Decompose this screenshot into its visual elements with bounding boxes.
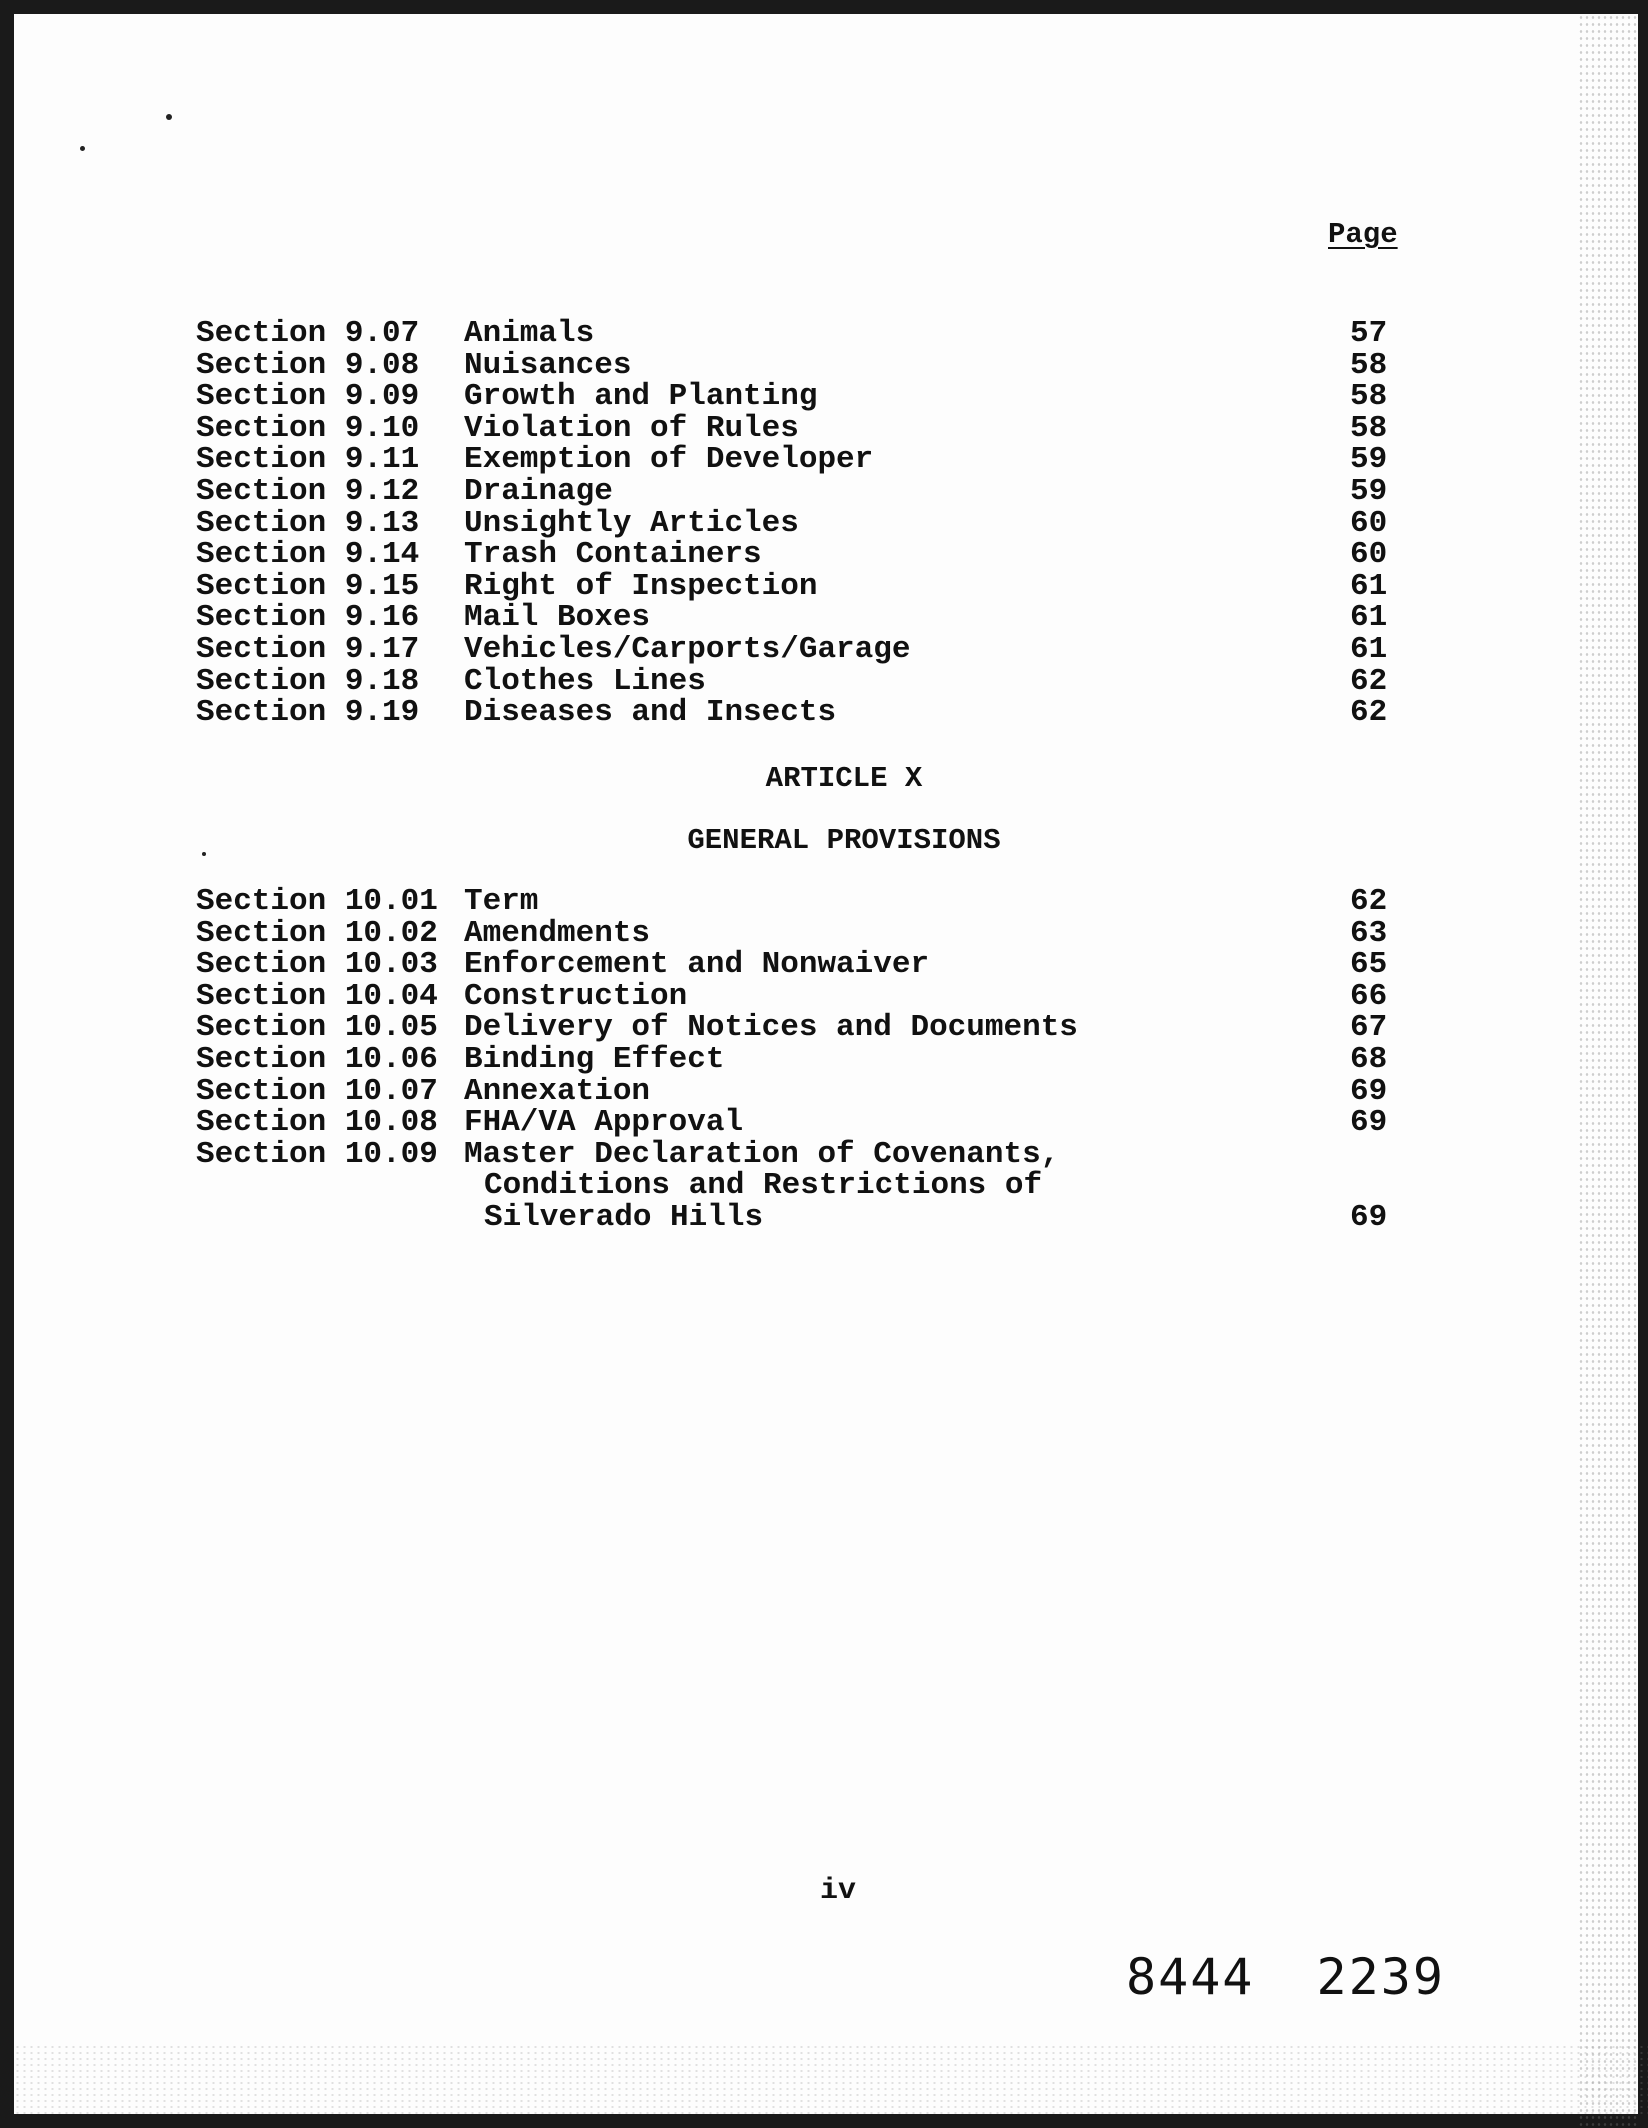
section-title: Nuisances <box>464 347 632 383</box>
scan-speck <box>80 146 85 151</box>
section-number: Section 9.13 <box>196 505 420 541</box>
toc-row <box>196 473 1416 509</box>
section-page: 59 <box>1350 473 1388 509</box>
section-number: Section 10.04 <box>196 978 438 1014</box>
section-page: 57 <box>1350 316 1388 351</box>
section-number: Section 9.18 <box>196 663 420 699</box>
section-title: Enforcement and Nonwaiver <box>464 947 930 983</box>
section-title: FHA/VA Approval <box>464 1105 744 1141</box>
section-number: Section 9.12 <box>196 473 420 509</box>
section-title: Growth and Planting <box>464 379 818 415</box>
toc-row <box>196 318 1416 350</box>
section-number: Section 9.07 <box>196 316 420 351</box>
section-title: Exemption of Developer <box>464 442 874 478</box>
section-number: Section 9.11 <box>196 442 420 478</box>
section-title-line: Master Declaration of Covenants, <box>464 1136 1060 1172</box>
section-page: 59 <box>1350 442 1388 478</box>
article-subheading: GENERAL PROVISIONS <box>687 824 1001 857</box>
section-title: Unsightly Articles <box>464 505 799 541</box>
section-page: 68 <box>1350 1041 1388 1077</box>
section-title: Mail Boxes <box>464 600 651 636</box>
toc-article-x-list <box>196 886 1416 1234</box>
article-heading: ARTICLE X <box>765 762 923 795</box>
section-number: Section 10.07 <box>196 1073 438 1109</box>
toc-row <box>196 381 1416 413</box>
section-page: 69 <box>1350 1199 1388 1235</box>
section-page: 62 <box>1350 695 1388 731</box>
scan-noise-bottom <box>14 2044 1648 2114</box>
section-page: 65 <box>1350 947 1388 983</box>
section-page: 66 <box>1350 978 1388 1014</box>
section-page: 69 <box>1350 1073 1388 1109</box>
section-title: Diseases and Insects <box>464 695 837 731</box>
toc-row <box>196 697 1416 729</box>
toc-row <box>196 631 1416 667</box>
toc-row <box>196 1041 1416 1077</box>
section-page: 58 <box>1350 347 1388 383</box>
document-number: 8444 2239 <box>1126 1948 1445 2006</box>
section-title: Binding Effect <box>464 1041 725 1077</box>
section-number: Section 10.06 <box>196 1041 438 1077</box>
toc-row <box>196 568 1416 604</box>
section-number: Section 9.17 <box>196 631 420 667</box>
section-page: 61 <box>1350 600 1388 636</box>
section-number: Section 10.08 <box>196 1105 438 1141</box>
section-title: Vehicles/Carports/Garage <box>464 631 911 667</box>
section-title: Right of Inspection <box>464 568 818 604</box>
section-number: Section 9.08 <box>196 347 420 383</box>
toc-row <box>196 410 1416 446</box>
section-number: Section 10.05 <box>196 1010 438 1046</box>
section-title: Term <box>464 884 539 919</box>
section-number: Section 9.09 <box>196 379 420 415</box>
section-page: 61 <box>1350 631 1388 667</box>
section-title: Amendments <box>464 915 651 951</box>
toc-row <box>196 1107 1416 1139</box>
scan-noise-right <box>1578 14 1638 2128</box>
toc-row <box>196 915 1416 951</box>
section-title: Delivery of Notices and Documents <box>464 1010 1078 1046</box>
toc-article-ix-list <box>196 318 1416 729</box>
section-number: Section 10.03 <box>196 947 438 983</box>
section-page: 69 <box>1350 1105 1388 1141</box>
toc-row <box>196 1073 1416 1109</box>
scan-speck <box>166 114 172 120</box>
toc-row <box>196 949 1416 981</box>
toc-row <box>196 539 1416 571</box>
toc-row <box>196 347 1416 383</box>
section-page: 62 <box>1350 884 1388 919</box>
section-number: Section 9.10 <box>196 410 420 446</box>
section-page: 63 <box>1350 915 1388 951</box>
toc-row <box>196 1136 1416 1235</box>
roman-page-number: iv <box>819 1874 856 1908</box>
section-title: Construction <box>464 978 688 1014</box>
section-page: 62 <box>1350 663 1388 699</box>
section-page: 58 <box>1350 379 1388 415</box>
toc-row <box>196 886 1416 918</box>
toc-row <box>196 602 1416 634</box>
section-title: Annexation <box>464 1073 651 1109</box>
toc-row <box>196 505 1416 541</box>
toc-row <box>196 663 1416 699</box>
section-number: Section 10.02 <box>196 915 438 951</box>
section-page: 61 <box>1350 568 1388 604</box>
section-number: Section 9.15 <box>196 568 420 604</box>
section-number: Section 9.19 <box>196 695 420 731</box>
toc-row <box>196 1012 1416 1044</box>
section-title-line: Silverado Hills <box>484 1199 764 1235</box>
section-number: Section 9.14 <box>196 537 420 573</box>
section-page: 60 <box>1350 505 1388 541</box>
page-column-label: Page <box>1328 218 1398 251</box>
section-title: Trash Containers <box>464 537 762 573</box>
section-page: 60 <box>1350 537 1388 573</box>
section-title: Animals <box>464 316 595 351</box>
section-title <box>464 1136 1060 1235</box>
section-number: Section 10.09 <box>196 1136 438 1172</box>
section-page: 58 <box>1350 410 1388 446</box>
section-title: Violation of Rules <box>464 410 799 446</box>
section-number: Section 10.01 <box>196 884 438 919</box>
section-title-line: Conditions and Restrictions of <box>484 1168 1043 1204</box>
section-title: Drainage <box>464 473 613 509</box>
section-number: Section 9.16 <box>196 600 420 636</box>
section-title: Clothes Lines <box>464 663 706 699</box>
section-page: 67 <box>1350 1010 1388 1046</box>
toc-row <box>196 444 1416 476</box>
toc-row <box>196 978 1416 1014</box>
